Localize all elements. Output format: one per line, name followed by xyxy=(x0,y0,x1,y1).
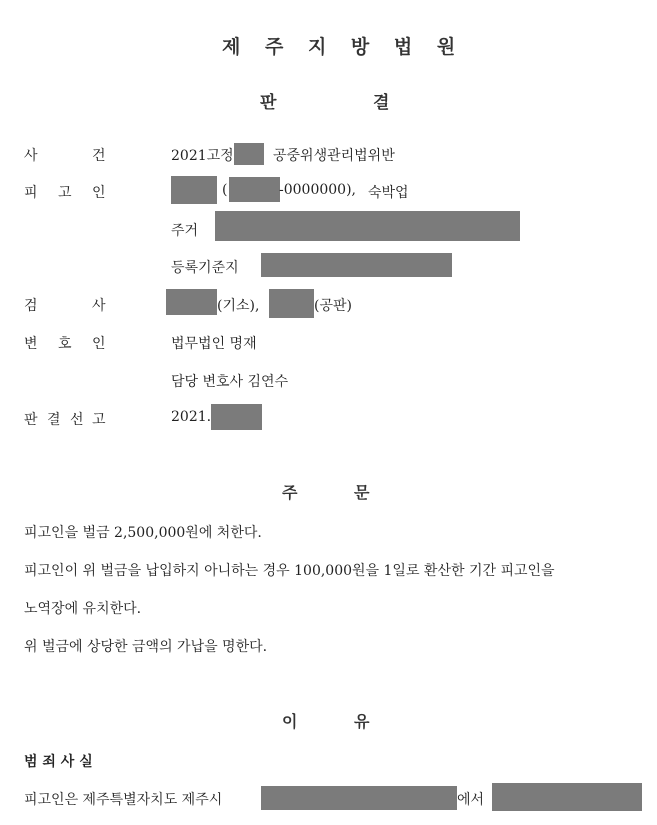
verdict-date-prefix: 2021. xyxy=(171,409,212,425)
defense-label-char-3: 인 xyxy=(92,336,106,352)
address-label: 주거 xyxy=(171,223,199,239)
prosecutor-role-2: (공판) xyxy=(314,298,352,314)
order-line-4: 위 벌금에 상당한 금액의 가납을 명한다. xyxy=(24,639,268,655)
prosecutor-role-1: (기소), xyxy=(217,298,260,314)
redaction-prosecutor-2 xyxy=(269,289,314,318)
case-number-prefix: 2021고정 xyxy=(171,148,234,164)
verdict-label-char-2: 결 xyxy=(47,412,61,428)
doc-type-char-2: 결 xyxy=(373,93,390,113)
redaction-address xyxy=(215,211,520,241)
reason-line-1-start: 피고인은 제주특별자치도 제주시 xyxy=(24,792,223,808)
defense-lawyer: 담당 변호사 김연수 xyxy=(171,374,289,390)
redaction-defendant-name xyxy=(171,176,217,204)
defendant-open-paren: ( xyxy=(222,182,228,198)
reason-heading-char-1: 이 xyxy=(282,712,298,731)
defendant-occupation: 숙박업 xyxy=(368,185,409,201)
redaction-prosecutor-1 xyxy=(166,289,217,315)
defendant-label-char-2: 고 xyxy=(58,185,72,201)
reason-subheading: 범 죄 사 실 xyxy=(24,754,93,770)
order-line-3: 노역장에 유치한다. xyxy=(24,601,142,617)
defendant-label-char-3: 인 xyxy=(92,185,106,201)
verdict-label-char-1: 판 xyxy=(24,412,38,428)
defendant-label-char-1: 피 xyxy=(24,185,38,201)
redaction-reason-tail xyxy=(492,783,642,811)
defendant-id-suffix: -0000000), xyxy=(279,182,356,198)
verdict-label-char-3: 선 xyxy=(70,412,84,428)
doc-type-char-1: 판 xyxy=(260,93,277,113)
defense-label-char-2: 호 xyxy=(58,336,72,352)
case-label-char-1: 사 xyxy=(24,148,38,164)
defense-firm: 법무법인 명재 xyxy=(171,336,257,352)
redaction-verdict-date xyxy=(211,404,262,430)
case-name: 공중위생관리법위반 xyxy=(273,148,395,164)
redaction-defendant-id xyxy=(229,177,280,202)
redaction-case-number xyxy=(234,143,264,165)
prosecutor-label-char-2: 사 xyxy=(92,298,106,314)
order-heading-char-2: 문 xyxy=(354,483,370,502)
reason-line-1-mid: 에서 xyxy=(457,792,485,808)
case-label-char-2: 건 xyxy=(92,148,106,164)
order-heading-char-1: 주 xyxy=(282,483,298,502)
order-line-1: 피고인을 벌금 2,500,000원에 처한다. xyxy=(24,525,262,541)
registry-label: 등록기준지 xyxy=(171,260,239,276)
prosecutor-label-char-1: 검 xyxy=(24,298,38,314)
court-title: 제 주 지 방 법 원 xyxy=(222,36,465,58)
verdict-label-char-4: 고 xyxy=(92,412,106,428)
redaction-registry xyxy=(261,253,452,277)
defense-label-char-1: 변 xyxy=(24,336,38,352)
redaction-location xyxy=(261,786,457,810)
order-line-2: 피고인이 위 벌금을 납입하지 아니하는 경우 100,000원을 1일로 환산한 기간 피고인을 xyxy=(24,563,555,579)
reason-heading-char-2: 유 xyxy=(354,712,370,731)
